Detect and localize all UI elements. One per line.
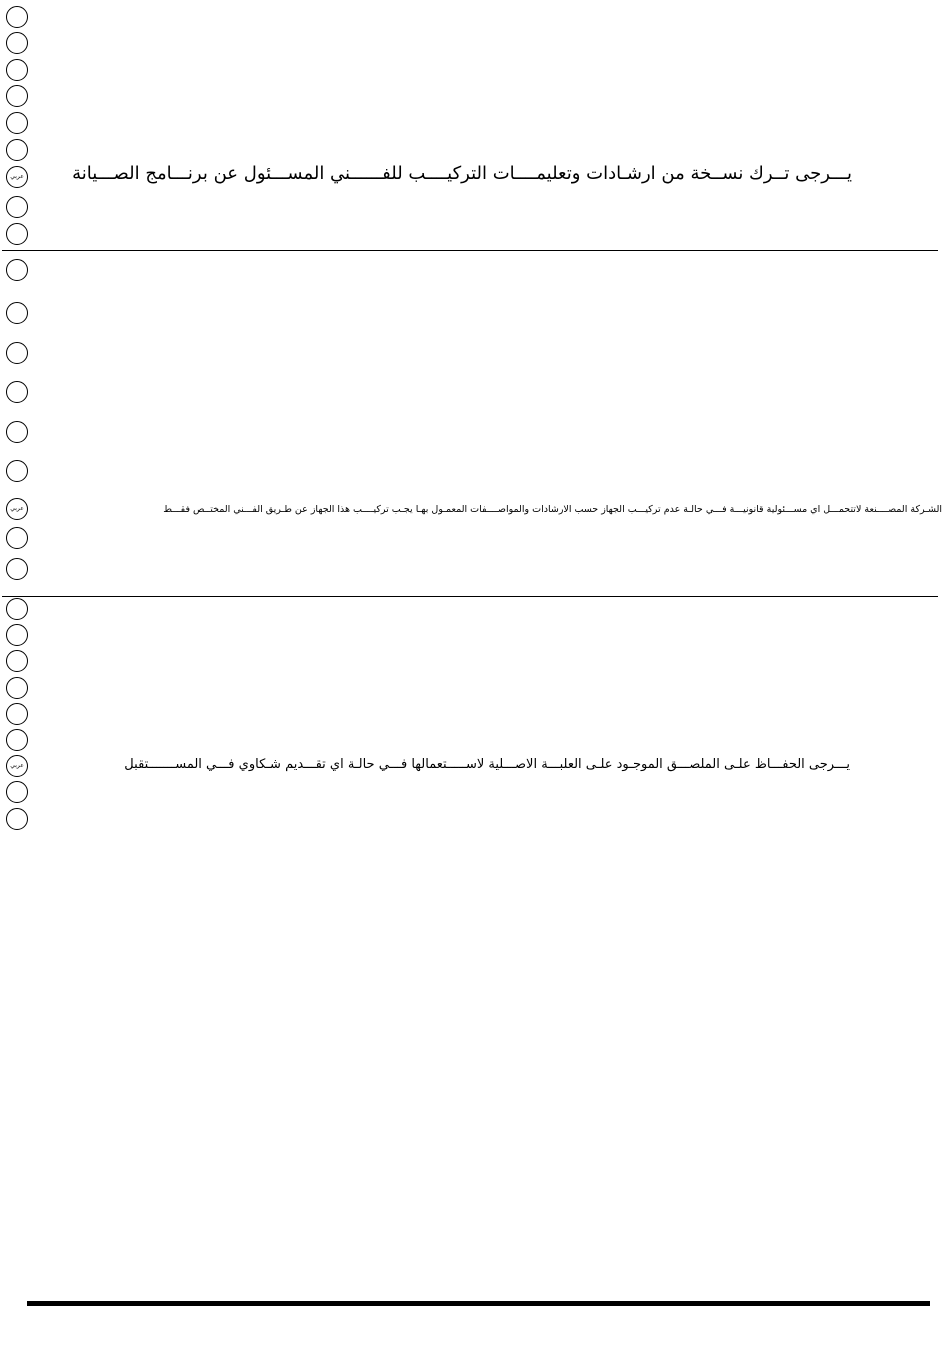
binding-hole (6, 808, 28, 830)
binding-hole (6, 650, 28, 672)
binding-hole (6, 223, 28, 245)
binding-hole (6, 6, 28, 28)
binding-hole (6, 139, 28, 161)
binding-hole (6, 259, 28, 281)
binding-hole (6, 32, 28, 54)
binding-hole (6, 421, 28, 443)
binding-hole (6, 558, 28, 580)
binding-hole (6, 381, 28, 403)
binding-hole (6, 677, 28, 699)
binding-hole (6, 624, 28, 646)
section-divider (2, 250, 938, 251)
binding-hole (6, 302, 28, 324)
language-badge: عربي (6, 166, 28, 188)
footer-rule (27, 1301, 930, 1306)
binding-hole (6, 781, 28, 803)
liability-text: الشـركة المصــــنعة لاتتحمـــل اي مســـئولية قانونيـــة فـــي حالـة عدم تركيـــب الجهاز حسب الارشادات والمواصــــفات المعمـول بهـا يجـب تركيــــب هذا الجهاز عن طـريق الفـــني المختــص فقـــط (163, 504, 942, 515)
binding-hole (6, 85, 28, 107)
language-badge: عربي (6, 755, 28, 777)
binding-hole (6, 342, 28, 364)
binding-hole (6, 460, 28, 482)
label-notice-text: يـــرجى الحفـــاظ علـى الملصـــق الموجـود علـى العلبـــة الاصـــلية لاســـــتعمالها فـــي حالـة اي تقـــديم شـكاوي فـــي المســـــــتقبل (124, 757, 850, 772)
binding-hole (6, 527, 28, 549)
section-divider (2, 596, 938, 597)
binding-hole (6, 59, 28, 81)
binding-hole (6, 703, 28, 725)
binding-hole (6, 729, 28, 751)
binding-hole (6, 196, 28, 218)
instruction-text: يـــرجى تــرك نســخة من ارشـادات وتعليمــــات التركيــــب للفــــــني المســـئول عن برنـــامج الصـــيانة (72, 163, 852, 184)
language-badge: عربي (6, 498, 28, 520)
binding-hole (6, 112, 28, 134)
binding-hole (6, 598, 28, 620)
